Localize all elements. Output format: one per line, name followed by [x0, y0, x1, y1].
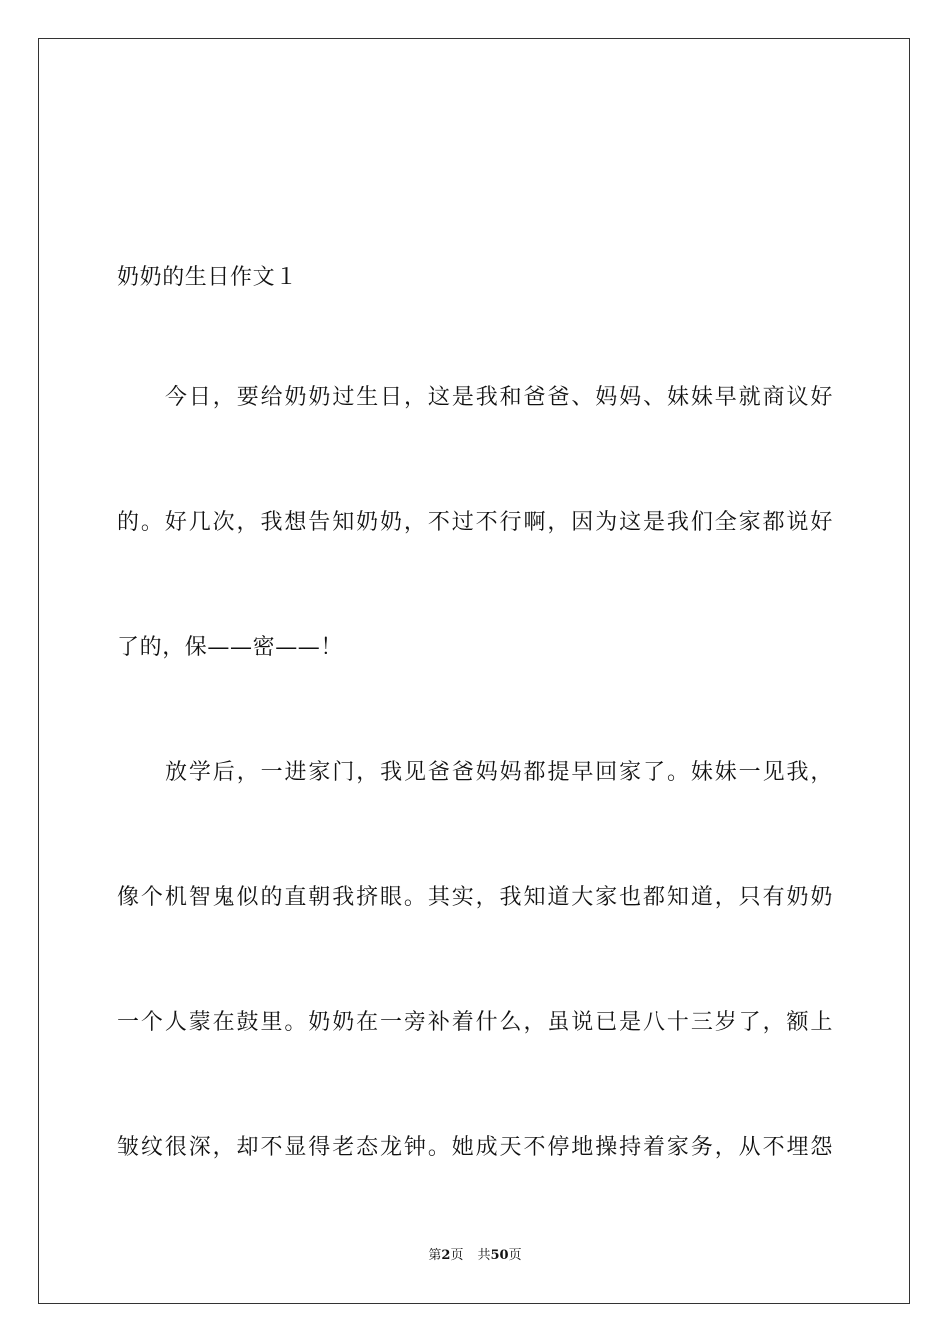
paragraph-1-line-1: 今日，要给奶奶过生日，这是我和爸爸、妈妈、妹妹早就商议好 [165, 385, 833, 410]
paragraph-1-line-3: 了的，保——密——！ [117, 635, 344, 660]
paragraph-2-line-1: 放学后，一进家门，我见爸爸妈妈都提早回家了。妹妹一见我， [165, 760, 833, 785]
page-border [38, 38, 910, 1304]
paragraph-2-line-3: 一个人蒙在鼓里。奶奶在一旁补着什么，虽说已是八十三岁了，额上 [117, 1010, 833, 1035]
page-total: 共50页 [477, 1248, 522, 1263]
paragraph-1-line-2: 的。好几次，我想告知奶奶，不过不行啊，因为这是我们全家都说好 [117, 510, 833, 535]
paragraph-2-line-2: 像个机智鬼似的直朝我挤眼。其实，我知道大家也都知道，只有奶奶 [117, 885, 833, 910]
document-title: 奶奶的生日作文１ [117, 265, 298, 290]
paragraph-2-line-4: 皱纹很深，却不显得老态龙钟。她成天不停地操持着家务，从不埋怨 [117, 1135, 833, 1160]
page-number: 第2页 [428, 1248, 464, 1263]
page-footer [0, 1247, 950, 1265]
